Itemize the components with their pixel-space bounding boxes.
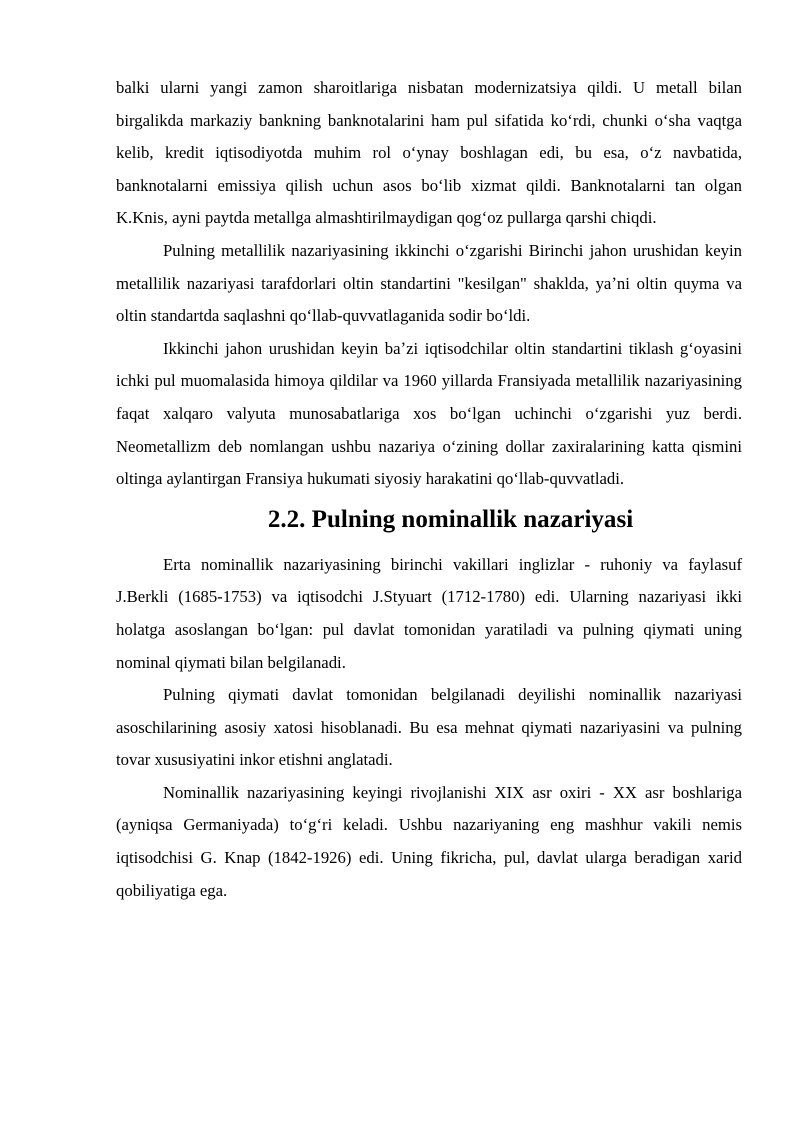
paragraph-continuation: balki ularni yangi zamon sharoitlariga nisbatan modernizatsiya qildi. U metall bilan birgalikda markaziy bankning banknotalarini ham pul sifatida koʻrdi, chunki oʻsha vaqtga kelib, kredit iqtisodiyotda muhim rol oʻynay boshlagan edi, bu esa, oʻz navbatida, banknotalarni emissiya qilish uchun asos boʻlib xizmat qildi. Banknotalarni tan olgan K.Knis, ayni paytda metallga almashtirilmaydigan qogʻoz pullarga qarshi chiqdi. [116,78,742,228]
paragraph-early-nominalism: Erta nominallik nazariyasining birinchi vakillari inglizlar - ruhoniy va faylasuf J.Berkli (1685-1753) va iqtisodchi J.Styuart (1712-1780) edi. Ularning nazariyasi ikki holatga asoslangan boʻlgan: pul davlat tomonidan yaratiladi va pulning qiymati uning nominal qiymati bilan belgilanadi. [116,554,742,672]
document-page [116,72,742,907]
paragraph-third-change: Ikkinchi jahon urushidan keyin baʼzi iqtisodchilar oltin standartini tiklash gʻoyasini ichki pul muomalasida himoya qildilar va 1960 yillarda Fransiyada metallilik nazariyasining faqat xalqaro valyuta munosabatlariga xos boʻlgan uchinchi oʻzgarishi yuz berdi. Neometallizm deb nomlangan ushbu nazariya oʻzining dollar zaxiralarining katta qismini oltinga aylantirgan Fransiya hukumati siyosiy harakatini qoʻllab-quvvatladi. [116,338,742,489]
paragraph-further-development: Nominallik nazariyasining keyingi rivojlanishi XIX asr oxiri - XX asr boshlariga (ayniqsa Germaniyada) toʻgʻri keladi. Ushbu nazariyaning eng mashhur vakili nemis iqtisodchisi G. Knap (1842-1926) edi. Uning fikricha, pul, davlat ularga beradigan xarid qobiliyatiga ega. [116,782,742,900]
paragraph-main-error: Pulning qiymati davlat tomonidan belgilanadi deyilishi nominallik nazariyasi asoschilarining asosiy xatosi hisoblanadi. Bu esa mehnat qiymati nazariyasini va pulning tovar xususiyatini inkor etishni anglatadi. [116,685,742,770]
section-heading: 2.2. Pulning nominallik nazariyasi [267,505,634,533]
paragraph-second-change: Pulning metallilik nazariyasining ikkinchi oʻzgarishi Birinchi jahon urushidan keyin metallilik nazariyasi tarafdorlari oltin standartini "kesilgan" shaklda, yaʼni oltin quyma va oltin standartda saqlashni qoʻllab-quvvatlaganida sodir boʻldi. [116,240,742,326]
